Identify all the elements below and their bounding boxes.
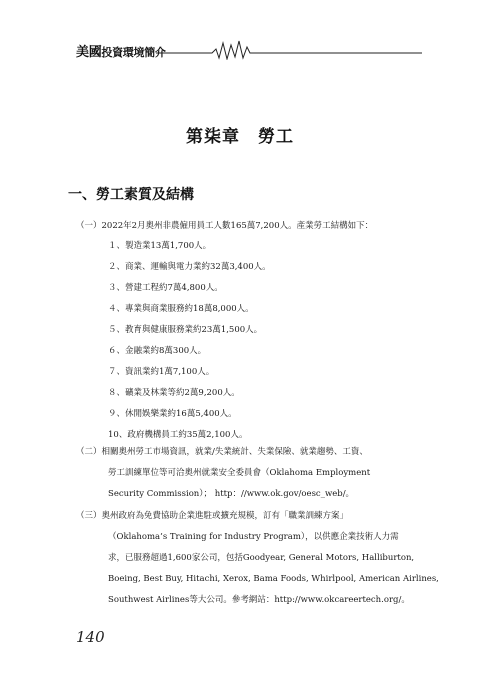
paragraph-line: （三）奧州政府為免費協助企業進駐或擴充規模，訂有「職業訓練方案」 [76,511,349,521]
header-title [76,41,166,60]
paragraph-line: （Oklahoma’s Training for Industry Program），以供應企業技術人力需 [108,532,399,542]
list-item: ４、專業與商業服務約18萬8,000人。 [108,304,254,314]
list-item: ８、礦業及林業等約2萬9,200人。 [108,388,240,398]
paragraph-3 [76,511,439,616]
paragraph-line: Security Commission）； http：//www.ok.gov/oesc_web/。 [108,489,355,499]
header-title-sub: 投資環境簡介 [101,46,166,59]
list-item: 10、政府機構員工約35萬2,100人。 [108,430,248,440]
heartbeat-line-icon [156,40,422,60]
chapter-title: 第柒章 勞工 [186,127,294,147]
page-number: 140 [76,628,105,646]
list-item: ６、金融業約8萬300人。 [108,346,207,356]
industry-list [108,241,271,451]
paragraph-line: Boeing, Best Buy, Hitachi, Xerox, Bama Foods, Whirlpool, American Airlines, [108,574,439,584]
paragraph-2 [76,447,406,510]
running-header [76,40,422,60]
paragraph-line: 勞工訓練單位等可洽奧州就業安全委員會（Oklahoma Employment [108,468,371,478]
list-item: １、製造業13萬1,700人。 [108,241,212,251]
section-heading: 一、勞工素質及結構 [68,187,194,203]
paragraph-1: （一）2022年2月奧州非農僱用員工人數165萬7,200人。產業勞工結構如下： [76,221,374,231]
list-item: ３、營建工程約7萬4,800人。 [108,283,223,293]
list-item: ２、商業、運輸與電力業約32萬3,400人。 [108,262,271,272]
paragraph-line: （二）相關奧州勞工市場資訊，就業/失業統計、失業保險、就業趨勢、工資、 [76,447,368,457]
header-title-main: 美國 [76,45,102,60]
paragraph-line: 求，已服務超過1,600家公司，包括Goodyear, General Motors, Halliburton, [108,553,415,563]
paragraph-line: Southwest Airlines等大公司。參考網站：http://www.okcareertech.org/。 [108,595,410,605]
list-item: ５、教育與健康服務業約23萬1,500人。 [108,325,263,335]
list-item: ７、資訊業約1萬7,100人。 [108,367,215,377]
list-item: ９、休閒娛樂業約16萬5,400人。 [108,409,237,419]
